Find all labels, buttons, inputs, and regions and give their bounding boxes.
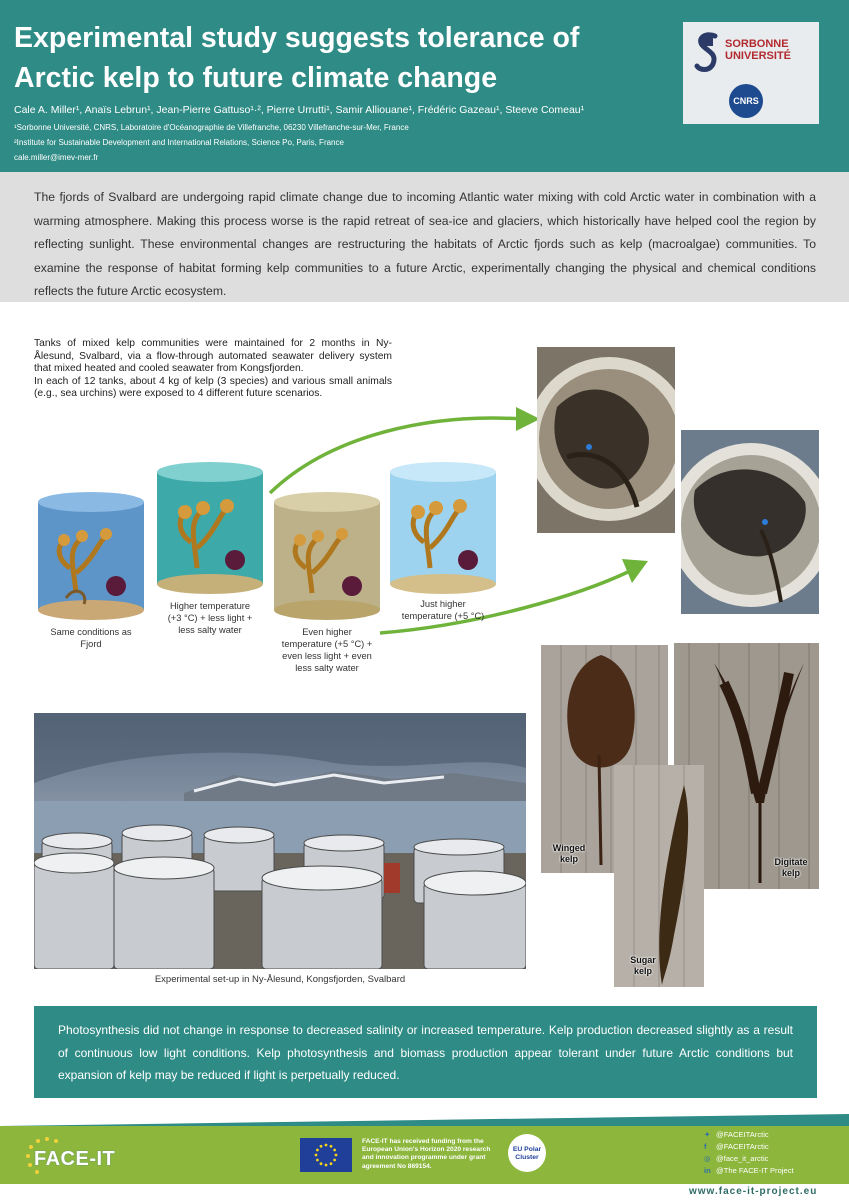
experimental-setup-photo — [34, 713, 526, 969]
tank-even-higher-temp-icon — [272, 488, 382, 623]
affiliation-2: ²Institute for Sustainable Development and International Relations, Science Po, Paris, France — [14, 138, 344, 147]
method-paragraph-2: In each of 12 tanks, about 4 kg of kelp (3 species) and various small animals (e.g., sea urchins) were exposed to 4 different future scenarios. — [34, 375, 392, 399]
poster-title: Experimental study suggests tolerance of Arctic kelp to future climate change — [14, 22, 580, 94]
arrow-head-2 — [622, 559, 648, 583]
footer-accent — [0, 1114, 849, 1126]
winged-kelp-label: Winged kelp — [552, 843, 586, 864]
method-paragraph-1: Tanks of mixed kelp communities were maintained for 2 months in Ny-Ålesund, Svalbard, via a flow-through automated seawater delivery system that mixed heated and cooled seawater from Kongsfjorden. — [34, 338, 392, 374]
institution-logos — [683, 22, 819, 124]
twitter-icon: ✦ — [704, 1130, 711, 1139]
twitter-handle[interactable]: ✦ @FACEITArctic — [704, 1130, 769, 1139]
instagram-handle[interactable]: ◎ @face_it_arctic — [704, 1154, 769, 1163]
tank-4-caption: Just higher temperature (+5 °C) — [401, 599, 485, 621]
tank-just-higher-temp-icon — [388, 458, 498, 598]
tank-control-icon — [36, 488, 146, 623]
funding-statement: FACE-IT has received funding from the European Union's Horizon 2020 research and innovation programme under grant agreement No 869154. — [362, 1138, 491, 1170]
facebook-handle[interactable]: f @FACEITArctic — [704, 1142, 769, 1151]
author-list: Cale A. Miller¹, Anaïs Lebrun¹, Jean-Pierre Gattuso¹·², Pierre Urrutti¹, Samir Alliouane¹, Frédéric Gazeau¹, Steeve Comeau¹ — [14, 104, 585, 116]
eu-flag-icon — [300, 1138, 352, 1172]
instagram-icon: ◎ — [704, 1154, 711, 1163]
tank-photo-2 — [681, 430, 819, 614]
cnrs-logo: CNRS — [729, 84, 763, 118]
intro-text: The fjords of Svalbard are undergoing rapid climate change due to incoming Atlantic water mixing with cold Arctic water in combination with a warming atmosphere. Making this process worse is the rapid retreat of sea-ice and glaciers, which historically have helped cool the region by reflecting sunlight. These environmental changes are restructuring the habitats of Arctic fjords such as kelp (macroalgae) communities. To examine the response of habitat forming kelp communities to a future Arctic, experimentally changing the physical and chemical conditions reflects the future Arctic ecosystem. — [34, 190, 816, 298]
footer — [0, 1126, 849, 1184]
intro-section — [0, 172, 849, 302]
header — [0, 0, 849, 172]
sorbonne-logo-text: SORBONNE UNIVERSITÉ — [725, 38, 792, 62]
result-section — [34, 1006, 817, 1098]
tank-3-caption: Even higher temperature (+5 °C) + even less light + even less salty water — [281, 627, 373, 673]
result-text: Photosynthesis did not change in response to decreased salinity or increased temperature. Kelp production decreased slightly as a result of continuous low light conditions. Kelp photosynthesis and biomass production appear tolerant under future Arctic conditions but expansion of kelp may be reduced if light is perpetually reduced. — [58, 1023, 793, 1082]
digitate-kelp-label: Digitate kelp — [774, 857, 808, 878]
website-link[interactable]: www.face-it-project.eu — [689, 1186, 818, 1197]
sugar-kelp-photo — [614, 765, 704, 987]
sugar-kelp-label: Sugar kelp — [630, 955, 656, 976]
eu-polar-cluster-logo: EU Polar Cluster — [508, 1134, 546, 1172]
tank-1-caption: Same conditions as Fjord — [50, 627, 132, 649]
tank-2-caption: Higher temperature (+3 °C) + less light + less salty water — [167, 601, 253, 635]
faceit-logo-text: FACE-IT — [34, 1148, 116, 1170]
affiliation-1: ¹Sorbonne Université, CNRS, Laboratoire d'Océanographie de Villefranche, 06230 Villefranche-sur-Mer, France — [14, 123, 409, 132]
setup-photo-caption: Experimental set-up in Ny-Ålesund, Kongsfjorden, Svalbard — [154, 974, 406, 985]
linkedin-icon: in — [704, 1166, 711, 1175]
contact-email[interactable]: cale.miller@imev-mer.fr — [14, 153, 99, 162]
method-text — [34, 338, 392, 401]
tank-higher-temp-icon — [155, 458, 265, 598]
sorbonne-logo-icon — [693, 30, 723, 78]
facebook-icon: f — [704, 1142, 707, 1151]
linkedin-handle[interactable]: in @The FACE-IT Project — [704, 1166, 794, 1175]
tank-photo-1 — [537, 347, 675, 533]
